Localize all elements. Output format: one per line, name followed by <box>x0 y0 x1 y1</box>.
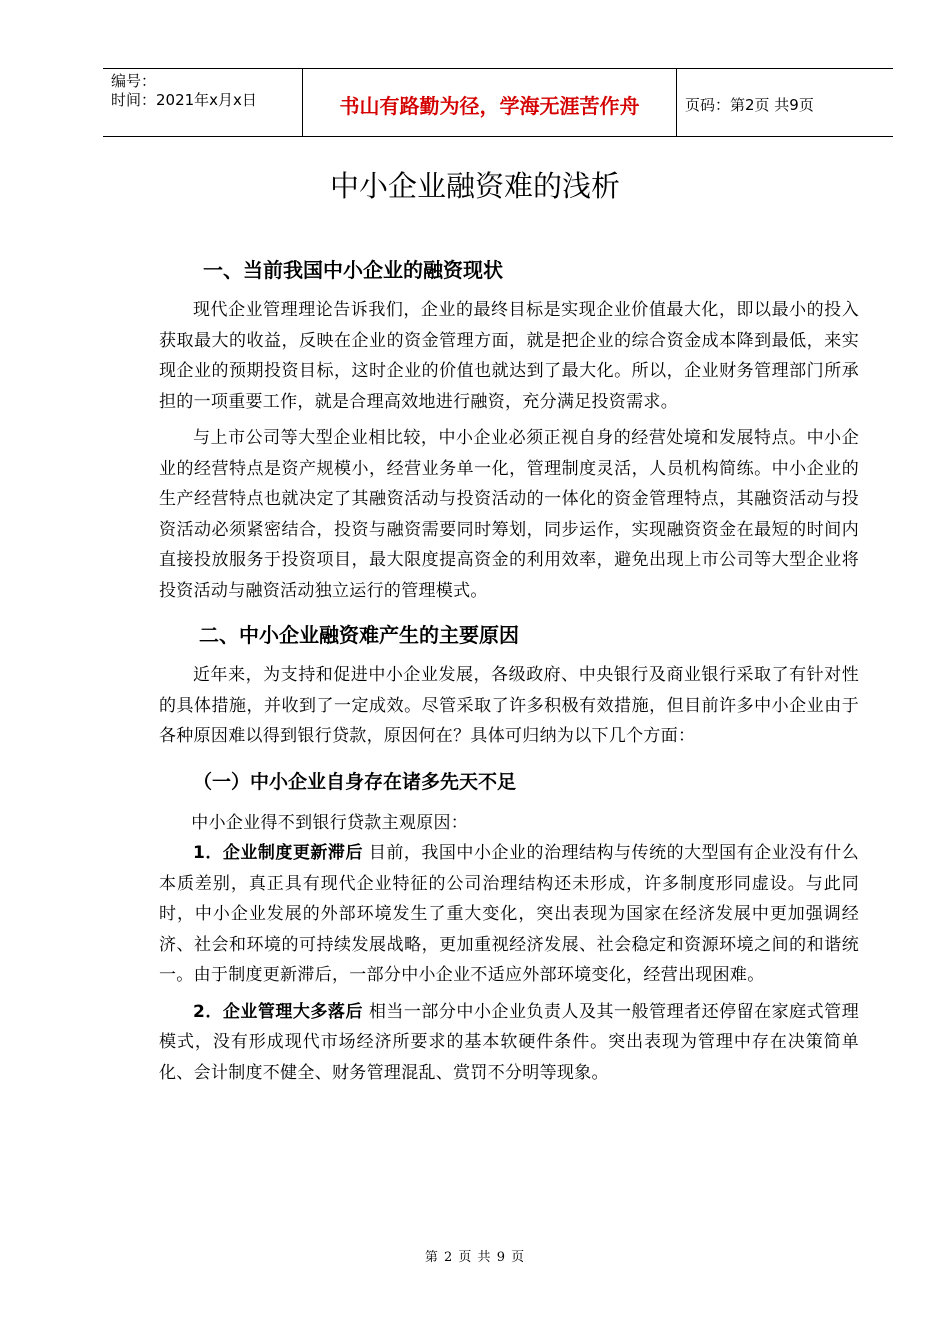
section2-paragraph-1: 近年来，为支持和促进中小企业发展，各级政府、中央银行及商业银行采取了有针对性的具体措施，并收到了一定成效。尽管采取了许多积极有效措施，但目前许多中小企业由于各种原因难以得到银行贷款，原因何在？具体可归纳为以下几个方面： <box>159 665 859 746</box>
item2-text: 相当一部分中小企业负责人及其一般管理者还停留在家庭式管理模式，没有形成现代市场经济所要求的基本软硬件条件。突出表现为管理中存在决策简单化、会计制度不健全、财务管理混乱、赏罚不分明等现象。 <box>159 1001 859 1083</box>
section1-heading: 一、当前我国中小企业的融资现状 <box>203 258 503 282</box>
time-label: 时间：2021年x月x日 <box>111 91 257 109</box>
subsection1-item-1 <box>159 838 859 991</box>
subsection1-heading: （一）中小企业自身存在诸多先天不足 <box>193 770 517 793</box>
number-label: 编号： <box>111 72 157 90</box>
item2-lead: 2．企业管理大多落后 <box>193 1001 363 1022</box>
subsection1-intro: 中小企业得不到银行贷款主观原因： <box>191 812 469 833</box>
header-meta <box>103 69 303 136</box>
item1-text: 目前，我国中小企业的治理结构与传统的大型国有企业没有什么本质差别，真正具有现代企业特征的公司治理结构还未形成，许多制度形同虚设。与此同时，中小企业发展的外部环境发生了重大变化，突出表现为国家在经济发展中更加强调经济、社会和环境的可持续发展战略，更加重视经济发展、社会稳定和资源环境之间的和谐统一。由于制度更新滞后，一部分中小企业不适应外部环境变化，经营出现困难。 <box>159 843 859 985</box>
item1-lead: 1．企业制度更新滞后 <box>193 843 363 863</box>
page-footer: 第 2 页 共 9 页 <box>424 1250 526 1265</box>
section1-paragraph-2: 与上市公司等大型企业相比较，中小企业必须正视自身的经营处境和发展特点。中小企业的经营特点是资产规模小，经营业务单一化，管理制度灵活，人员机构简练。中小企业的生产经营特点也就决定了其融资活动与投资活动的一体化的资金管理特点，其融资活动与投资活动必须紧密结合，投资与融资需要同时筹划，同步运作，实现融资资金在最短的时间内直接投放服务于投资项目，最大限度提高资金的利用效率，避免出现上市公司等大型企业将投资活动与融资活动独立运行的管理模式。 <box>159 428 859 601</box>
document-title: 中小企业融资难的浅析 <box>329 169 620 203</box>
section2-heading: 二、中小企业融资难产生的主要原因 <box>199 623 519 647</box>
page-header <box>103 68 893 137</box>
section1-paragraph-1: 现代企业管理理论告诉我们，企业的最终目标是实现企业价值最大化，即以最小的投入获取最大的收益，反映在企业的资金管理方面，就是把企业的综合资金成本降到最低，来实现企业的预期投资目标，这时企业的价值也就达到了最大化。所以，企业财务管理部门所承担的一项重要工作，就是合理高效地进行融资，充分满足投资需求。 <box>159 300 859 412</box>
subsection1-item-2 <box>159 997 859 1089</box>
header-page-info: 页码：第2页 共9页 <box>685 96 814 114</box>
header-motto: 书山有路勤为径，学海无涯苦作舟 <box>303 69 677 136</box>
document-body <box>159 251 859 1088</box>
